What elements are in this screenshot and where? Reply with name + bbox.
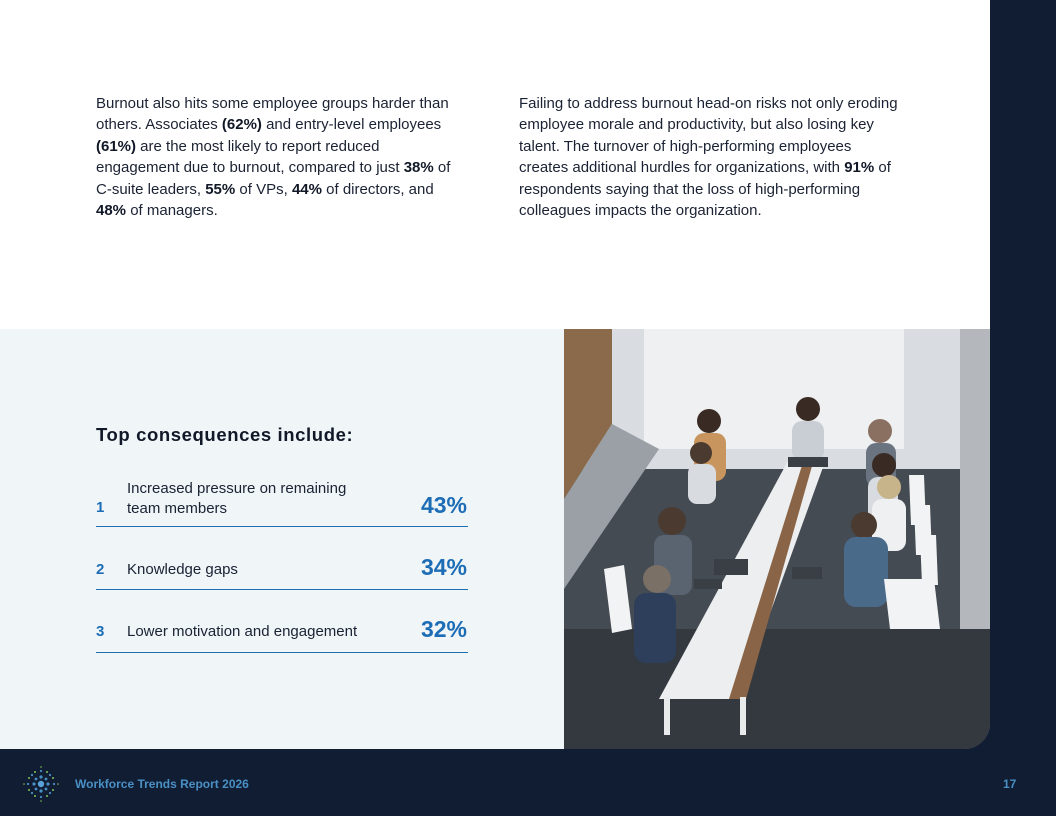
intro-left-paragraph xyxy=(96,93,456,221)
text-run: of C-suite leaders, xyxy=(96,159,451,198)
consequence-item-1 xyxy=(96,478,468,527)
item-percentage: 32% xyxy=(420,616,467,642)
text-run: of VPs, xyxy=(235,180,292,198)
consequences-heading: Top consequences include: xyxy=(96,424,354,445)
item-percentage: 43% xyxy=(420,492,467,518)
stat-respondents: 91% xyxy=(844,159,875,177)
stat-managers: 48% xyxy=(96,202,127,220)
consequences-panel xyxy=(0,329,564,749)
meeting-photo-illustration xyxy=(564,329,990,749)
stat-entry-level: (61%) xyxy=(96,137,137,155)
text-run: Failing to address burnout head-on risks not only eroding employee morale and productivity, but also losing key talent. The turnover of high-performing employees creates additional hurdles for organizations, with xyxy=(519,95,898,177)
consequence-item-2 xyxy=(96,552,468,590)
item-number: 1 xyxy=(96,499,105,516)
item-percentage: 34% xyxy=(420,554,467,580)
starburst-logo-icon xyxy=(22,765,60,803)
item-number: 2 xyxy=(96,561,105,578)
item-number: 3 xyxy=(96,623,105,640)
intro-right-paragraph xyxy=(519,93,899,221)
text-run: and entry-level employees xyxy=(261,116,442,134)
text-run: of respondents saying that the loss of high-performing colleagues impacts the organization. xyxy=(519,159,891,220)
item-label: Lower motivation and engagement xyxy=(127,623,358,640)
item-label: Increased pressure on remaining team members xyxy=(127,480,347,517)
text-run: are the most likely to report reduced engagement due to burnout, compared to just xyxy=(96,137,404,177)
item-label: Knowledge gaps xyxy=(127,561,238,578)
meeting-photo xyxy=(564,329,990,749)
footer-report-title: Workforce Trends Report 2026 xyxy=(75,777,249,791)
stat-associates: (62%) xyxy=(221,116,262,134)
stat-c-suite: 38% xyxy=(403,159,434,177)
consequence-item-3 xyxy=(96,614,468,653)
stat-directors: 44% xyxy=(291,180,322,198)
text-run: Burnout also hits some employee groups harder than others. Associates xyxy=(96,95,449,134)
stat-vps: 55% xyxy=(205,180,236,198)
text-run: of managers. xyxy=(126,202,218,220)
page-number: 17 xyxy=(1003,777,1017,791)
text-run: of directors, and xyxy=(321,180,434,198)
